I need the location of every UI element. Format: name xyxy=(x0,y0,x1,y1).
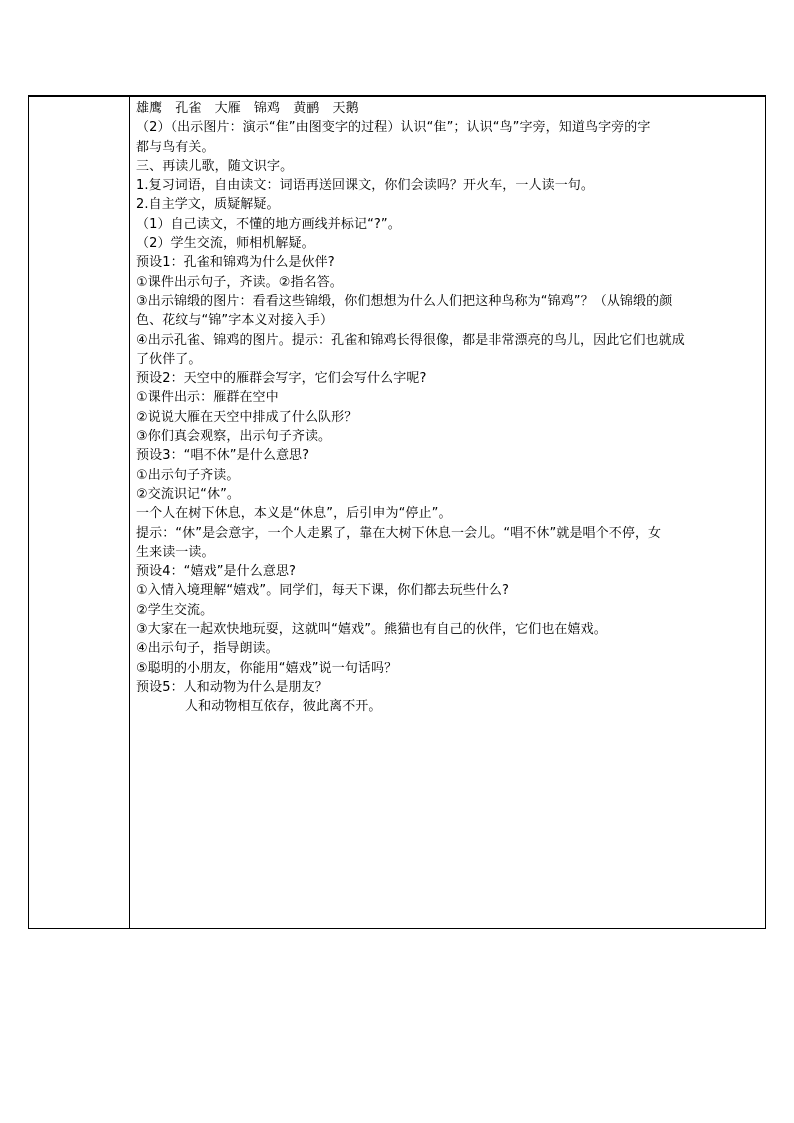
text-line: 提示：“休”是会意字，一个人走累了，靠在大树下休息一会儿。“唱不休”就是唱个不停，女 xyxy=(136,525,662,541)
text-line: 都与鸟有关。 xyxy=(136,139,215,155)
text-line: 了伙伴了。 xyxy=(136,351,202,367)
text-line: 预设2：天空中的雁群会写字，它们会写什么字呢? xyxy=(136,371,427,387)
lesson-plan-table xyxy=(28,96,766,929)
text-line: （2）（出示图片：演示“隹”由图变字的过程）认识“隹”；认识“鸟”字旁，知道鸟字旁的字 xyxy=(136,120,651,136)
text-line: 一个人在树下休息，本义是“休息”，后引申为“停止”。 xyxy=(136,506,452,522)
text-line: ③出示锦缎的图片：看看这些锦缎，你们想想为什么人们把这种鸟称为“锦鸡”？（从锦缎的颜 xyxy=(136,293,673,309)
text-line: 1.复习词语，自由读文：词语再送回课文，你们会读吗？开火车，一人读一句。 xyxy=(136,178,595,194)
text-line: ②学生交流。 xyxy=(136,602,214,618)
text-line: ①入情入境理解“嬉戏”。同学们，每天下课，你们都去玩些什么? xyxy=(136,583,510,599)
text-line: 预设1：孔雀和锦鸡为什么是伙伴? xyxy=(136,255,335,271)
lesson-content-cell xyxy=(136,99,762,717)
text-line: ③大家在一起欢快地玩耍，这就叫“嬉戏”。熊猫也有自己的伙伴，它们也在嬉戏。 xyxy=(136,622,607,638)
text-line: ②说说大雁在天空中排成了什么队形？ xyxy=(136,409,358,425)
text-line: ④出示孔雀、锦鸡的图片。提示：孔雀和锦鸡长得很像，都是非常漂亮的鸟儿，因此它们也就成 xyxy=(136,332,685,348)
text-line: 预设4：“嬉戏”是什么意思? xyxy=(136,564,297,580)
text-line: ⑤聪明的小朋友，你能用“嬉戏”说一句话吗？ xyxy=(136,660,398,676)
text-line: ①课件出示句子，齐读。②指名答。 xyxy=(136,274,343,290)
text-line: 生来读一读。 xyxy=(136,544,215,560)
text-line: （2）学生交流，师相机解疑。 xyxy=(136,236,315,252)
text-line: 人和动物相互依存，彼此离不开。 xyxy=(185,699,382,715)
text-line: ③你们真会观察，出示句子齐读。 xyxy=(136,429,332,445)
text-line: 雄鹰 孔雀 大雁 锦鸡 黄鹂 天鹅 xyxy=(136,101,359,116)
text-line: ④出示句子，指导朗读。 xyxy=(136,641,279,657)
text-line: ①出示句子齐读。 xyxy=(136,467,240,483)
text-line: 预设5：人和动物为什么是朋友？ xyxy=(136,679,328,695)
left-label-cell xyxy=(29,97,129,928)
text-line: 色、花纹与“锦”字本义对接入手） xyxy=(136,313,334,329)
text-line: ②交流识记“休”。 xyxy=(136,486,241,502)
text-line: 预设3：“唱不休”是什么意思? xyxy=(136,448,310,464)
text-line: ①课件出示：雁群在空中 xyxy=(136,390,279,406)
text-line: 2.自主学文，质疑解疑。 xyxy=(136,197,280,213)
text-line: 三、再读儿歌，随文识字。 xyxy=(136,158,294,174)
column-divider xyxy=(129,97,130,928)
text-line: （1）自己读文，不懂的地方画线并标记“?”。 xyxy=(136,216,401,232)
